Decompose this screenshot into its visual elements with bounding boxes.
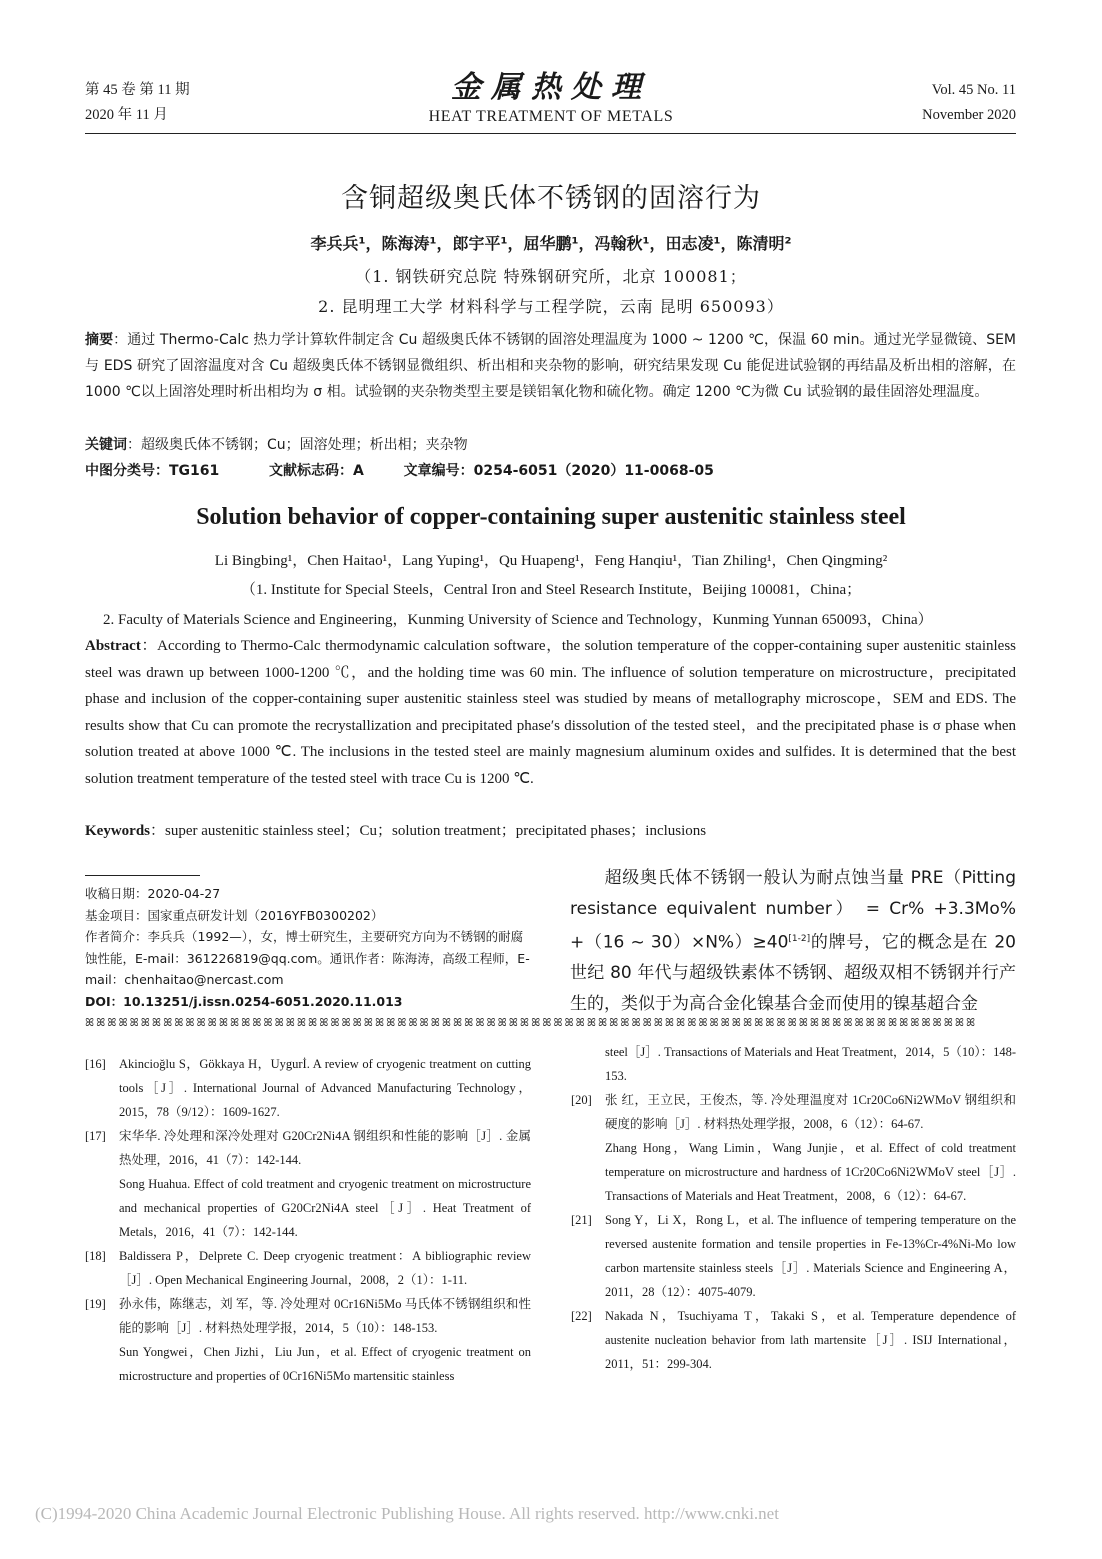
footnote-rule [85,875,200,876]
title-en: Solution behavior of copper-containing super austenitic stainless steel [196,504,906,530]
reference-text: Song Huahua. Effect of cold treatment and cryogenic treatment on microstructure and mechanical properties of G20Cr2Ni4A steel［J］. Heat Treatment of Metals，2016，41（7）：142-144. [119,1177,531,1239]
header-date-cn: 2020 年 11 月 [85,107,168,123]
reference-number: [18] [85,1249,106,1263]
journal-name-en: HEAT TREATMENT OF METALS [428,108,674,125]
body-citation: [1-2] [788,934,811,944]
header-volume-en: Vol. 45 No. 11 [931,82,1016,98]
affiliation-en-1: （1. Institute for Special Steels，Central Iron and Steel Research Institute，Beijing 100081，China； [240,582,862,598]
reference-text: steel［J］. Transactions of Materials and Heat Treatment，2014，5（10）：148-153. [605,1045,1016,1083]
footnotes [85,883,535,1012]
keywords-cn [85,432,1016,458]
reference-text: Baldissera P，Delprete C. Deep cryogenic treatment：A bibliographic review［J］. Open Mechanical Engineering Journal，2008，2（1）：1-11. [119,1249,531,1287]
reference-number: [16] [85,1057,106,1071]
abstract-en-text: ：According to Thermo-Calc thermodynamic calculation software，the solution temperature of the copper-containing super austenitic stainless steel was drawn up between 1000-1200 ℃，and the holding time was 60 min. The influence of solution temperature on microstructure，precipitated phase and inclusion of the copper-containing super austenitic stainless steel was studied by means of metallography microscope，SEM and EDS. The results show that Cu can promote the recrystallization and precipitated phase′s dissolution of the tested steel，and the precipitated phase is σ phase when solution treated at above 1000 ℃. The inclusions in the tested steel are mainly magnesium aluminum oxides and sulfides. It is determined that the best solution treatment temperature of the tested steel with trace Cu is 1200 ℃. [85,638,1016,787]
abstract-cn-text: ：通过 Thermo-Calc 热力学计算软件制定含 Cu 超级奥氏体不锈钢的固溶处理温度为 1000 ~ 1200 ℃，保温 60 min。通过光学显微镜、SEM 与 EDS 研究了固溶温度对含 Cu 超级奥氏体不锈钢显微组织、析出相和夹杂物的影响，研究结果发现 Cu 能促进试验钢的再结晶及析出相的溶解，在 1000 ℃以上固溶处理时析出相均为 σ 相。试验钢的夹杂物类型主要是镁铝氧化物和硫化物。确定 1200 ℃为微 Cu 试验钢的最佳固溶处理温度。 [85,332,1017,400]
header-volume-issue: 第 45 卷 第 11 期 [85,82,190,98]
reference-number [571,1040,605,1088]
reference-number: [21] [571,1213,592,1227]
footnote-author-bio: 作者简介：李兵兵（1992—），女，博士研究生，主要研究方向为不锈钢的耐腐蚀性能，E-mail：361226819@qq.com。通讯作者：陈海涛，高级工程师，E-mail：chenhaitao@nercast.com [85,929,530,987]
keywords-en [85,818,1016,844]
reference-text: 孙永伟，陈继志，刘 军，等. 冷处理对 0Cr16Ni5Mo 马氏体不锈钢组织和性能的影响［J］. 材料热处理学报，2014，5（10）：148-153. [119,1297,531,1335]
doc-code-value: A [353,463,364,479]
reference-number: [20] [571,1093,592,1107]
footnote-doi: DOI：10.13251/j.issn.0254-6051.2020.11.013 [85,993,403,1009]
reference-item [571,1304,1016,1376]
reference-item [85,1244,531,1292]
doc-code-label: 文献标志码： [269,463,354,479]
reference-item [571,1088,1016,1136]
reference-item [85,1052,531,1124]
reference-number [85,1340,119,1388]
reference-item [571,1040,1016,1088]
references-right-column [571,1040,1016,1376]
header-date-en: November 2020 [922,107,1016,123]
body-intro-paragraph [570,863,1016,1019]
keywords-en-label: Keywords [85,823,150,839]
reference-item [85,1172,531,1244]
reference-text: Zhang Hong，Wang Limin，Wang Junjie，et al. Effect of cold treatment temperature on microstructure and hardness of 1Cr20Co6Ni2WMoV steel［J］. Transactions of Materials and Heat Treatment，2008，6（12）：64-67. [605,1141,1016,1203]
reference-item [85,1124,531,1172]
reference-number: [17] [85,1129,106,1143]
reference-item [571,1136,1016,1208]
reference-item [85,1292,531,1340]
abstract-cn [85,327,1016,405]
affiliation-en-2: 2. Faculty of Materials Science and Engineering，Kunming University of Science and Technology，Kunming Yunnan 650093，China） [103,612,933,628]
reference-number: [22] [571,1309,592,1323]
clc-label: 中图分类号： [85,463,169,479]
affiliation-cn-1: （1. 钢铁研究总院 特殊钢研究所，北京 100081； [355,267,747,286]
keywords-en-text: ：super austenitic stainless steel；Cu；solution treatment；precipitated phases；inclusions [150,823,707,839]
decorative-divider: ꕤꕤꕤꕤꕤꕤꕤꕤꕤꕤꕤꕤꕤꕤꕤꕤꕤꕤꕤꕤꕤꕤꕤꕤꕤꕤꕤꕤꕤꕤꕤꕤꕤꕤꕤꕤꕤꕤꕤꕤꕤꕤꕤꕤꕤꕤꕤꕤꕤꕤꕤꕤꕤꕤꕤꕤꕤꕤꕤꕤꕤꕤꕤꕤꕤꕤꕤꕤꕤꕤꕤꕤꕤꕤꕤꕤꕤꕤꕤꕤ [85,1016,978,1029]
copyright-notice: (C)1994-2020 China Academic Journal Electronic Publishing House. All rights reserved. http://www.cnki.net [35,1504,779,1523]
abstract-cn-label: 摘要 [85,332,114,348]
footnote-funding: 基金项目：国家重点研发计划（2016YFB0300202） [85,907,384,923]
reference-number: [19] [85,1297,106,1311]
reference-text: 宋华华. 冷处理和深冷处理对 G20Cr2Ni4A 钢组织和性能的影响［J］. 金属热处理，2016，41（7）：142-144. [119,1129,531,1167]
keywords-cn-label: 关键词 [85,437,127,453]
reference-text: Akincioğlu S，Gökkaya H，Uygurİ. A review of cryogenic treatment on cutting tools［J］. International Journal of Advanced Manufacturing Technology，2015，78（9/12）：1609-1627. [119,1057,531,1119]
body-text: 超级奥氏体不锈钢一般认为耐点蚀当量 PRE（Pitting resistance equivalent number） = Cr% +3.3Mo% +（16 ~ 30）×N%）≥40 [570,868,1016,953]
title-cn: 含铜超级奥氏体不锈钢的固溶行为 [341,183,761,214]
reference-item [85,1340,531,1388]
reference-text: 张 红，王立民，王俊杰，等. 冷处理温度对 1Cr20Co6Ni2WMoV 钢组织和硬度的影响［J］. 材料热处理学报，2008，6（12）：64-67. [605,1093,1016,1131]
abstract-en-label: Abstract [85,638,141,654]
article-no-label: 文章编号： [403,463,474,479]
references-left-column [85,1052,531,1388]
reference-text: Sun Yongwei，Chen Jizhi，Liu Jun，et al. Effect of cryogenic treatment on microstructure and properties of 0Cr16Ni5Mo martensitic stainless [119,1345,531,1383]
abstract-en [85,633,1016,792]
clc-value: TG161 [169,463,220,479]
article-no-value: 0254-6051（2020）11-0068-05 [473,463,714,479]
journal-logo: 金属热处理 [451,70,651,105]
authors-en: Li Bingbing¹，Chen Haitao¹，Lang Yuping¹，Qu Huapeng¹，Feng Hanqiu¹，Tian Zhiling¹，Chen Qingming² [214,553,888,569]
keywords-cn-text: ：超级奥氏体不锈钢；Cu；固溶处理；析出相；夹杂物 [127,437,468,453]
reference-number [85,1172,119,1244]
body-text-continued: 的牌号，它的概念是在 20 世纪 80 年代与超级铁素体不锈钢、超级双相不锈钢并行产生的，类似于为高合金化镍基合金而使用的镍基超合金 [570,932,1016,1014]
classification-line [85,458,1016,484]
reference-number [571,1136,605,1208]
affiliation-cn-2: 2. 昆明理工大学 材料科学与工程学院，云南 昆明 650093） [318,297,784,316]
header-rule [85,133,1016,134]
authors-cn: 李兵兵¹，陈海涛¹，郎宇平¹，屈华鹏¹，冯翰秋¹，田志凌¹，陈清明² [310,234,792,253]
reference-text: Song Y，Li X，Rong L，et al. The influence of tempering temperature on the reversed austenite formation and tensile properties in Fe-13%Cr-4%Ni-Mo low carbon martensite stainless steels［J］. Materials Science and Engineering A，2011，28（12）：4075-4079. [605,1213,1016,1299]
reference-item [571,1208,1016,1304]
reference-text: Nakada N，Tsuchiyama T，Takaki S，et al. Temperature dependence of austenite nucleation behavior from lath martensite［J］. ISIJ International，2011，51：299-304. [605,1309,1016,1371]
footnote-received: 收稿日期：2020-04-27 [85,886,221,901]
